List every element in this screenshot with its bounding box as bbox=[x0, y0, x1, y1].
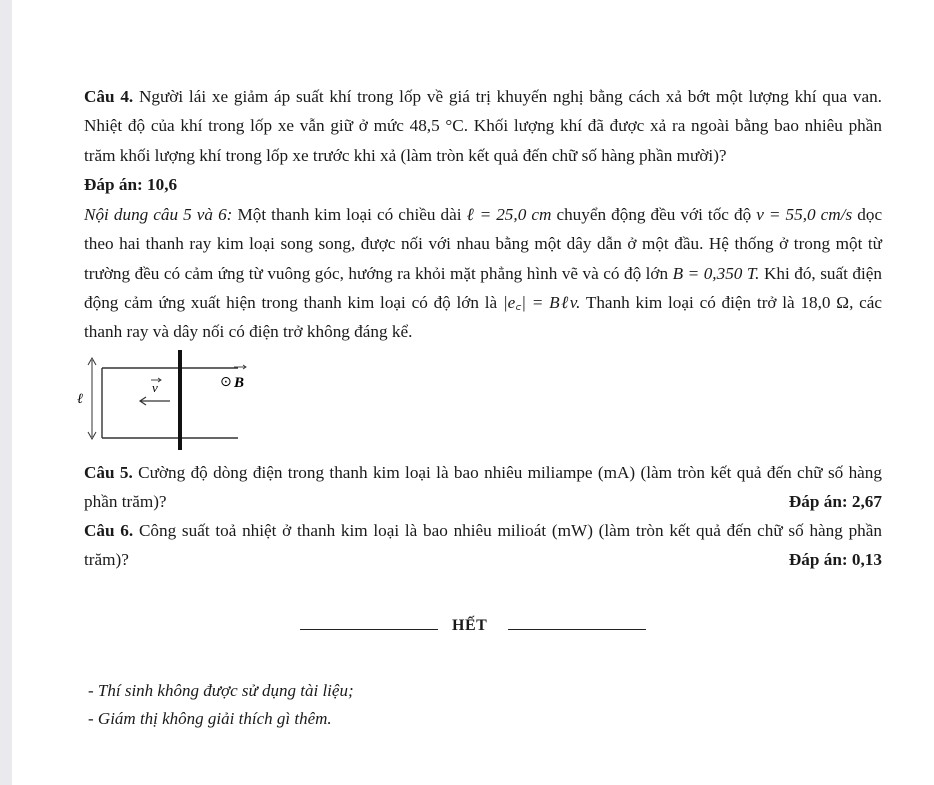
intro-text-e: Thanh kim loại có điện trở là 18,0 Ω, các thanh ray và dây nối có điện trở không đáng kể. bbox=[84, 292, 883, 342]
note-2: - Giám thị không giải thích gì thêm. bbox=[88, 709, 332, 728]
question-6 bbox=[84, 516, 882, 575]
field-out-icon: ⊙ bbox=[220, 374, 232, 390]
note-1: - Thí sinh không được sử dụng tài liệu; bbox=[88, 681, 354, 700]
velocity-label: v bbox=[152, 380, 158, 395]
question-6-text: Công suất toả nhiệt ở thanh kim loại là bao nhiêu milioát (mW) (làm tròn kết quả đến chữ số hàng phần trăm)? bbox=[84, 521, 883, 570]
question-5-text: Cường độ dòng điện trong thanh kim loại là bao nhiêu miliampe (mA) (làm tròn kết quả đến chữ số hàng phần trăm)? bbox=[84, 463, 882, 512]
question-5-label: Câu 5. bbox=[84, 463, 133, 482]
end-line-left bbox=[300, 629, 438, 630]
question-4-label: Câu 4. bbox=[84, 87, 134, 106]
question-6-label: Câu 6. bbox=[84, 521, 134, 540]
answer-6: Đáp án: 0,13 bbox=[788, 550, 882, 570]
metal-bar bbox=[178, 350, 182, 450]
intro-text-b: chuyển động đều với tốc độ bbox=[556, 205, 752, 224]
length-equation: ℓ = 25,0 cm bbox=[466, 205, 552, 224]
intro-label: Nội dung câu 5 và 6: bbox=[84, 205, 233, 224]
intro-text-c: dọc theo hai thanh ray kim loại song song, được nối với nhau bằng một dây dẫn ở một đầu. Hệ thống ở trong một từ trường đều có cảm ứng từ vuông góc, hướng ra khỏi mặt phẳng hình vẽ và có độ lớn bbox=[84, 205, 883, 283]
field-label: B bbox=[234, 375, 245, 391]
emf-equation: |e꜀| = Bℓv. bbox=[502, 292, 581, 312]
question-4-answer bbox=[84, 170, 882, 199]
field-equation: B = 0,350 T. bbox=[672, 263, 760, 283]
question-4-text: Người lái xe giảm áp suất khí trong lốp về giá trị khuyến nghị bằng cách xả bớt một lượng khí qua van. Nhiệt độ của khí trong lốp xe vẫn giữ ở mức 48,5 °C. Khối lượng khí đã được xả ra ngoài bằng bao nhiêu phần trăm khối lượng khí trong lốp xe trước khi xả (làm tròn kết quả đến chữ số hàng phần mười)? bbox=[84, 87, 882, 165]
question-4 bbox=[84, 82, 882, 170]
rail-diagram bbox=[72, 345, 262, 450]
intro-text-d: Khi đó, suất điện động cảm ứng xuất hiện trong thanh kim loại có độ lớn là bbox=[84, 263, 883, 312]
end-label: HẾT bbox=[452, 617, 488, 634]
answer-4: Đáp án: 10,6 bbox=[84, 175, 178, 194]
speed-equation: v = 55,0 cm/s bbox=[756, 205, 853, 224]
question-5 bbox=[84, 458, 882, 517]
intro-5-6 bbox=[84, 200, 882, 346]
answer-5: Đáp án: 2,67 bbox=[788, 492, 882, 512]
intro-text-a: Một thanh kim loại có chiều dài bbox=[237, 205, 462, 224]
exam-page bbox=[12, 0, 934, 785]
length-label: ℓ bbox=[77, 392, 83, 407]
end-line-right bbox=[508, 629, 646, 630]
